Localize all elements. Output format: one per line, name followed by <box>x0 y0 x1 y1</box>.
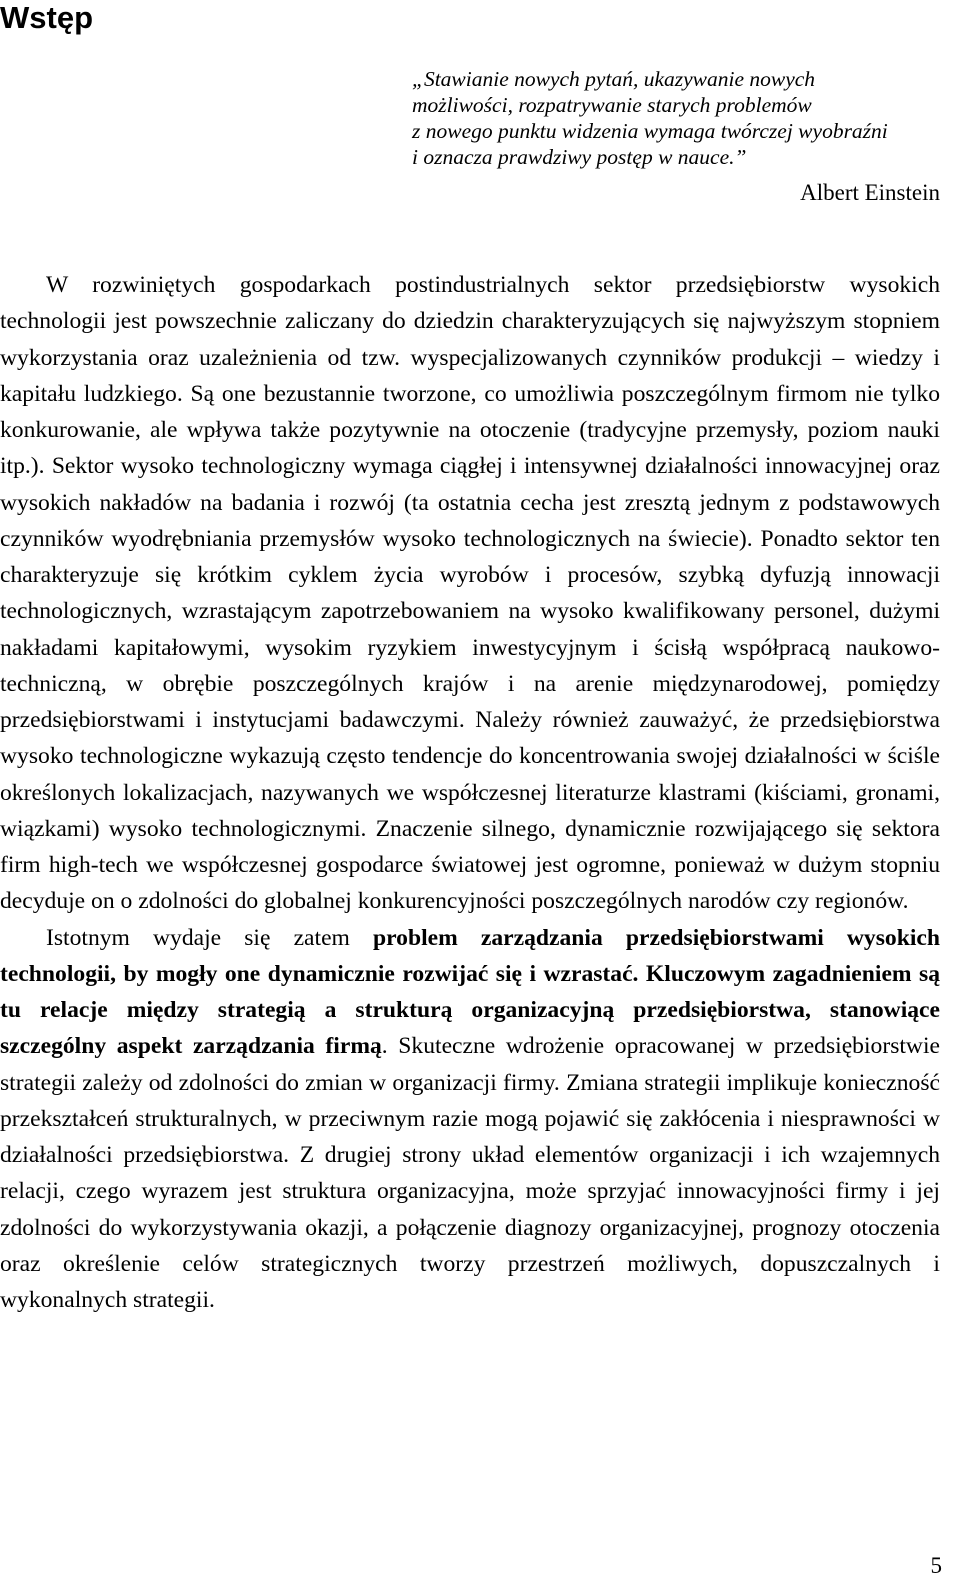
paragraph-2-intro: Istotnym wydaje się zatem <box>46 924 374 951</box>
epigraph-line: z nowego punktu widzenia wymaga twórczej wyobraźni <box>412 119 888 143</box>
page-number: 5 <box>930 1553 942 1578</box>
body-text <box>0 267 940 1318</box>
epigraph-line: możliwości, rozpatrywanie starych problemów <box>412 93 812 117</box>
paragraph-2 <box>0 920 940 1319</box>
epigraph-quote <box>412 66 957 170</box>
epigraph-author: Albert Einstein <box>800 180 940 205</box>
page-title: Wstęp <box>0 0 93 35</box>
paragraph-2-emphasis: problem zarządzania przedsiębiorstwami wysokich technologii, by mogły one dynamicznie rozwijać się i wzrastać. Kluczowym zagadnieniem są tu relacje między strategią a strukturą organizacyjną przedsiębiorstwa, stanowiące szczególny aspekt zarządzania firmą <box>0 924 940 1060</box>
paragraph-1 <box>0 267 940 920</box>
paragraph-2-rest: . Skuteczne wdrożenie opracowanej w przedsiębiorstwie strategii zależy od zdolności do zmian w organizacji firmy. Zmiana strategii implikuje konieczność przekształceń strukturalnych, w przeciwnym razie mogą pojawić się zakłócenia i niesprawności w działalności przedsiębiorstwa. Z drugiej strony układ elementów organizacji i ich wzajemnych relacji, czego wyrazem jest struktura organizacyjna, może sprzyjać innowacyjności firmy i jej zdolności do wykorzystywania okazji, a połączenie diagnozy organizacyjnej, prognozy otoczenia oraz określenie celów strategicznych tworzy przestrzeń możliwych, dopuszczalnych i wykonalnych strategii. <box>0 1033 940 1313</box>
paragraph-1-text: W rozwiniętych gospodarkach postindustrialnych sektor przedsiębiorstw wysokich technologii jest powszechnie zaliczany do dziedzin charakteryzujących się najwyższym stopniem wykorzystania oraz uzależnienia od tzw. wyspecjalizowanych czynników produkcji – wiedzy i kapitału ludzkiego. Są one bezustannie tworzone, co umożliwia poszczególnym firmom nie tylko konkurowanie, ale wpływa także pozytywnie na otoczenie (tradycyjne przemysły, poziom nauki itp.). Sektor wysoko technologiczny wymaga ciągłej i intensywnej działalności innowacyjnej oraz wysokich nakładów na badania i rozwój (ta ostatnia cecha jest zresztą jednym z podstawowych czynników wyodrębniania przemysłów wysoko technologicznych na świecie). Ponadto sektor ten charakteryzuje się krótkim cyklem życia wyrobów i procesów, szybką dyfuzją innowacji technologicznych, wzrastającym zapotrzebowaniem na wysoko kwalifikowany personel, dużymi nakładami kapitałowymi, wysokim ryzykiem inwestycyjnym i ścisłą współpracą naukowo-techniczną, w obrębie poszczególnych krajów i na arenie międzynarodowej, pomiędzy przedsiębiorstwami i instytucjami badawczymi. Należy również zauważyć, że przedsiębiorstwa wysoko technologiczne wykazują często tendencje do koncentrowania swojej działalności w ściśle określonych lokalizacjach, nazywanych we współczesnej literaturze klastrami (kiściami, gronami, wiązkami) wysoko technologicznymi. Znaczenie silnego, dynamicznie rozwijającego się sektora firm high-tech we współczesnej gospodarce światowej jest ogromne, ponieważ w dużym stopniu decyduje on o zdolności do globalnej konkurencyjności poszczególnych narodów czy regionów. <box>0 272 940 915</box>
epigraph-line: „Stawianie nowych pytań, ukazywanie nowych <box>412 67 816 91</box>
epigraph-line: i oznacza prawdziwy postęp w nauce.” <box>412 145 747 169</box>
